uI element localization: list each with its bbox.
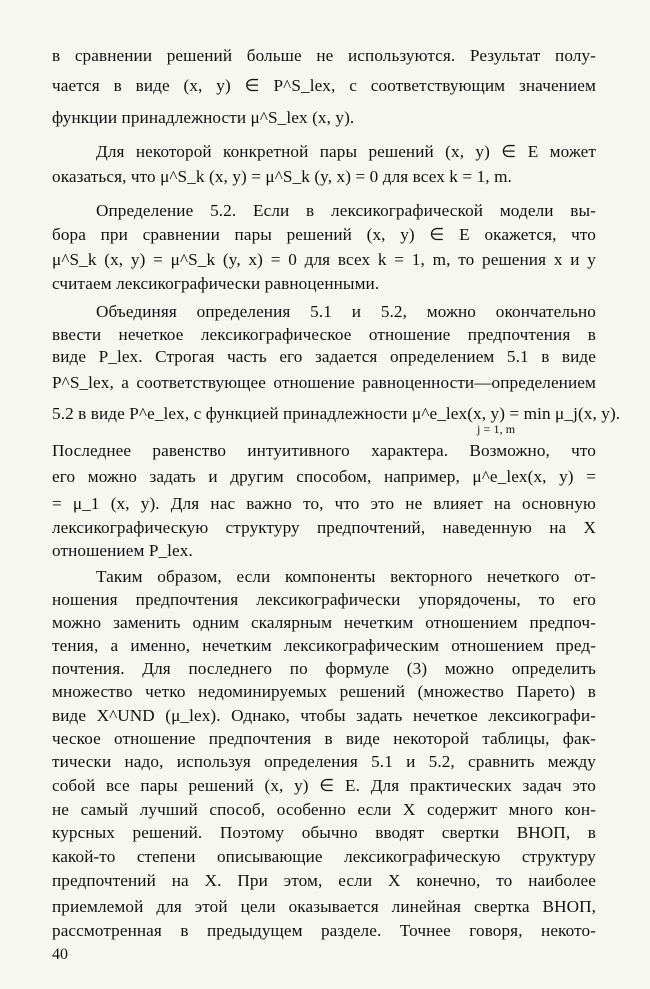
text-line: собой все пары решений (x, y) ∈ E. Для практических задач это bbox=[52, 776, 596, 795]
text-line: ввести нечеткое лексикографическое отношение предпочтения в bbox=[52, 325, 596, 344]
text-line: его можно задать и другим способом, например, μ^e_lex(x, y) = bbox=[52, 467, 596, 486]
text-line: почтения. Для последнего по формуле (3) можно определить bbox=[52, 659, 596, 678]
text-line: предпочтений на X. При этом, если X конечно, то наиболее bbox=[52, 871, 596, 890]
text-line: курсных решений. Поэтому обычно вводят свертки ВНОП, в bbox=[52, 823, 596, 842]
text-line: ческое отношение предпочтения в виде некоторой таблицы, фак- bbox=[52, 729, 596, 748]
text-line: 5.2 в виде P^e_lex, с функцией принадлежности μ^e_lex(x, y) = min μ_j(x, y). bbox=[52, 404, 621, 423]
text-line: Объединяя определения 5.1 и 5.2, можно окончательно bbox=[96, 302, 596, 321]
text-line: тически надо, используя определения 5.1 и 5.2, сравнить между bbox=[52, 752, 596, 771]
text-line: виде X^UND (μ_lex). Однако, чтобы задать нечеткое лексикографи- bbox=[52, 706, 596, 725]
text-line: какой-то степени описывающие лексикографическую структуру bbox=[52, 847, 596, 866]
text-line: отношением P_lex. bbox=[52, 541, 193, 560]
text-line: лексикографическую структуру предпочтений, наведенную на X bbox=[52, 518, 596, 537]
page-number: 40 bbox=[52, 946, 68, 963]
text-line: бора при сравнении пары решений (x, y) ∈ E окажется, что bbox=[52, 225, 596, 244]
definition-heading-line: Определение 5.2. Если в лексикографической модели вы- bbox=[96, 201, 596, 220]
text-line: Последнее равенство интуитивного характера. Возможно, что bbox=[52, 441, 596, 460]
text-line: в сравнении решений больше не используются. Результат полу- bbox=[52, 46, 596, 65]
text-line: рассмотренная в предыдущем разделе. Точнее говоря, некото- bbox=[52, 921, 596, 940]
text-line: = μ_1 (x, y). Для нас важно то, что это не влияет на основную bbox=[52, 494, 596, 513]
text-line: ношения предпочтения лексикографически упорядочены, то его bbox=[52, 590, 596, 609]
text-line: множество четко недоминируемых решений (множество Парето) в bbox=[52, 682, 596, 701]
text-line: оказаться, что μ^S_k (x, y) = μ^S_k (y, x) = 0 для всех k = 1, m. bbox=[52, 167, 512, 186]
text-line: не самый лучший способ, особенно если X содержит много кон- bbox=[52, 800, 596, 819]
min-subscript: j = 1, m bbox=[477, 422, 516, 436]
text-line: виде P_lex. Строгая часть его задается определением 5.1 в виде bbox=[52, 347, 596, 366]
text-line: считаем лексикографически равноценными. bbox=[52, 274, 380, 293]
text-line: тения, а именно, нечетким лексикографическим отношением пред- bbox=[52, 636, 596, 655]
text-line: P^S_lex, а соответствующее отношение равноценности—определением bbox=[52, 373, 596, 392]
text-line: чается в виде (x, y) ∈ P^S_lex, с соответствующим значением bbox=[52, 76, 596, 95]
text-line: можно заменить одним скалярным нечетким отношением предпоч- bbox=[52, 613, 596, 632]
text-line: Для некоторой конкретной пары решений (x, y) ∈ E может bbox=[96, 142, 596, 161]
text-line: приемлемой для этой цели оказывается линейная свертка ВНОП, bbox=[52, 897, 596, 916]
text-line: функции принадлежности μ^S_lex (x, y). bbox=[52, 108, 355, 127]
text-line: Таким образом, если компоненты векторного нечеткого от- bbox=[96, 567, 596, 586]
text-line: μ^S_k (x, y) = μ^S_k (y, x) = 0 для всех k = 1, m, то решения x и y bbox=[52, 250, 596, 269]
